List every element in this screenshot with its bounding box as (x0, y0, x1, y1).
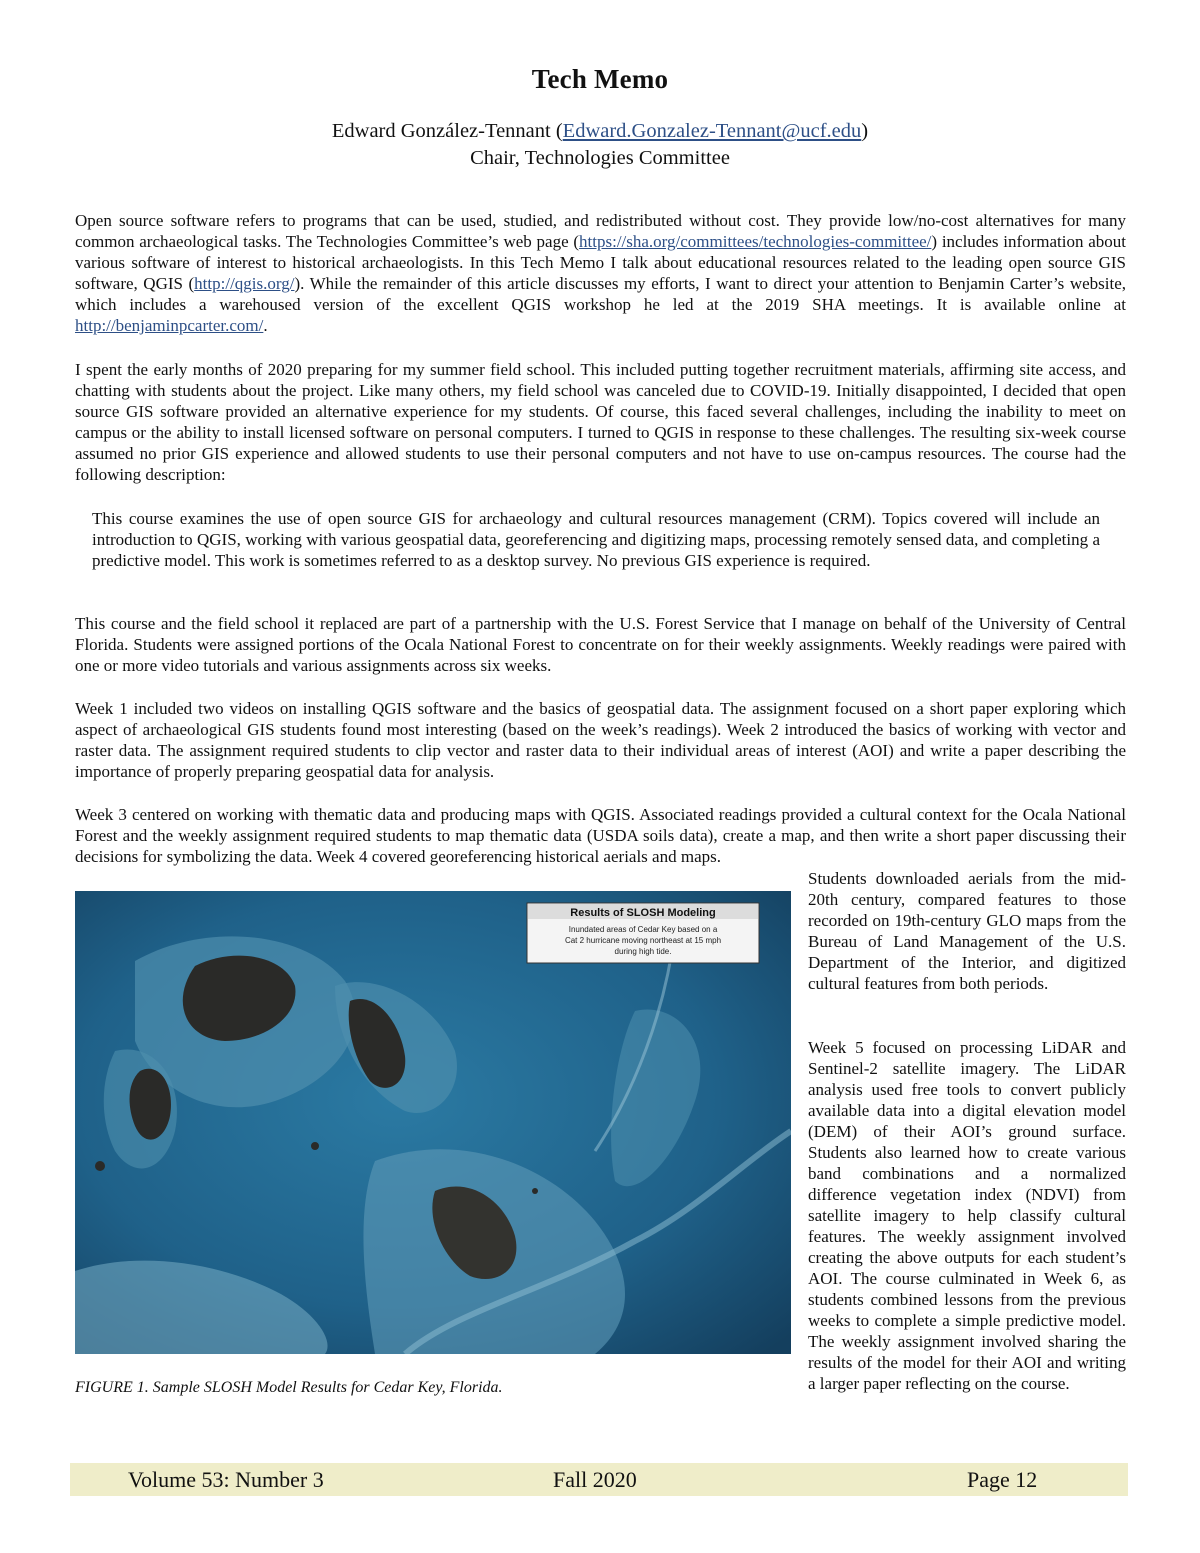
footer-volume: Volume 53: Number 3 (128, 1467, 324, 1492)
benjamin-carter-link[interactable]: http://benjaminpcarter.com/ (75, 316, 264, 335)
author-email-link[interactable]: Edward.Gonzalez-Tennant@ucf.edu (562, 120, 862, 142)
page-title: Tech Memo (531, 64, 669, 94)
footer-page-number: Page 12 (967, 1467, 1038, 1492)
author-role: Chair, Technologies Committee (470, 147, 730, 169)
map-legend-line: Cat 2 hurricane moving northeast at 15 mph (564, 936, 722, 945)
map-legend-title: Results of SLOSH Modeling (570, 907, 716, 919)
byline (0, 118, 1200, 172)
paragraph-weeks-3-4: Week 3 centered on working with thematic data and producing maps with QGIS. Associated readings provided a cultural context for the Ocala National Forest and the weekly assignment required students to map thematic data (USDA soils data), create a map, and then write a short paper discussing their decisions for symbolizing the data. Week 4 covered georeferencing historical aerials and maps. (75, 805, 1126, 866)
author-line: Edward González-Tennant (Edward.Gonzalez-Tennant@ucf.edu) (331, 120, 869, 142)
aerial-map-image (75, 891, 791, 1354)
paragraph-intro (75, 210, 1126, 336)
page-footer (70, 1463, 1128, 1496)
paragraph-week-4-continued: Students downloaded aerials from the mid-20th century, compared features to those recorded on 19th-century GLO maps from the Bureau of Land Management of the U.S. Department of the Interior, and digitized cultural features from both periods. (808, 869, 1126, 993)
paragraph-partnership: This course and the field school it replaced are part of a partnership with the U.S. Forest Service that I manage on behalf of the University of Central Florida. Students were assigned portions of the Ocala National Forest to concentrate on for their weekly assignments. Weekly readings were paired with one or more video tutorials and various assignments across six weeks. (75, 614, 1126, 675)
footer-season: Fall 2020 (553, 1467, 637, 1492)
paragraph-text: . (263, 316, 268, 335)
paragraph-field-school: I spent the early months of 2020 preparing for my summer field school. This included putting together recruitment materials, affirming site access, and chatting with students about the project. Like many others, my field school was canceled due to COVID-19. Initially disappointed, I decided that open source GIS software provided an alternative experience for my students. Of course, this faced several challenges, including the inability to meet on campus or the ability to install licensed software on personal computers. I turned to QGIS in response to these challenges. The resulting six-week course assumed no prior GIS experience and allowed students to use their personal computers and not have to use on-campus resources. The course had the following description: (75, 360, 1126, 484)
map-legend-line: during high tide. (614, 947, 672, 956)
paragraph-text: ) includes information about various software of interest to historical archaeologists. In this Tech Memo I talk about educational resources related to the leading open source GIS software, QGIS ( (75, 232, 1127, 293)
islet (95, 1161, 105, 1171)
paragraph-text: Open source software refers to programs that can be used, studied, and redistributed without cost. They provide low/no-cost alternatives for many common archaeological tasks. The Technologies Committee’s web page ( (75, 211, 1126, 251)
qgis-link[interactable]: http://qgis.org/ (194, 274, 295, 293)
author-name: Edward González-Tennant (331, 120, 551, 142)
paragraph-text: ). While the remainder of this article discusses my efforts, I want to direct your attention to Benjamin Carter’s website, which includes a warehoused version of the excellent QGIS workshop he led at the 2019 SHA meetings. It is available online at (75, 274, 1126, 314)
paragraph-weeks-1-2: Week 1 included two videos on installing QGIS software and the basics of geospatial data. The assignment focused on a short paper exploring which aspect of archaeological GIS students found most interesting (based on the week’s readings). Week 2 introduced the basics of working with vector and raster data. The assignment required students to clip vector and raster data to their individual areas of interest (AOI) and write a paper describing the importance of properly preparing geospatial data for analysis. (75, 699, 1126, 781)
sha-committee-link[interactable]: https://sha.org/committees/technologies-committee/ (579, 232, 932, 251)
paragraph-weeks-5-6: Week 5 focused on processing LiDAR and Sentinel-2 satellite imagery. The LiDAR analysis used free tools to convert publicly available data into a digital elevation model (DEM) of their AOI’s ground surface. Students also learned how to create various band combinations and a normalized difference vegetation index (NDVI) from satellite imagery to help classify cultural features. The weekly assignment involved creating the above outputs for each student’s AOI. The course culminated in Week 6, as students combined lessons from the previous weeks to complete a simple predictive model. The weekly assignment involved sharing the results of the model for their AOI and writing a larger paper reflecting on the course. (808, 1038, 1126, 1393)
slosh-map-figure (75, 891, 791, 1354)
figure-caption: FIGURE 1. Sample SLOSH Model Results for Cedar Key, Florida. (75, 1379, 503, 1396)
course-description-quote: This course examines the use of open source GIS for archaeology and cultural resources management (CRM). Topics covered will include an introduction to QGIS, working with various geospatial data, georeferencing and digitizing maps, processing remotely sensed data, and completing a predictive model. This work is sometimes referred to as a desktop survey. No previous GIS experience is required. (92, 509, 1100, 570)
islet (311, 1142, 319, 1150)
islet (532, 1188, 538, 1194)
map-legend-line: Inundated areas of Cedar Key based on a (568, 925, 718, 934)
